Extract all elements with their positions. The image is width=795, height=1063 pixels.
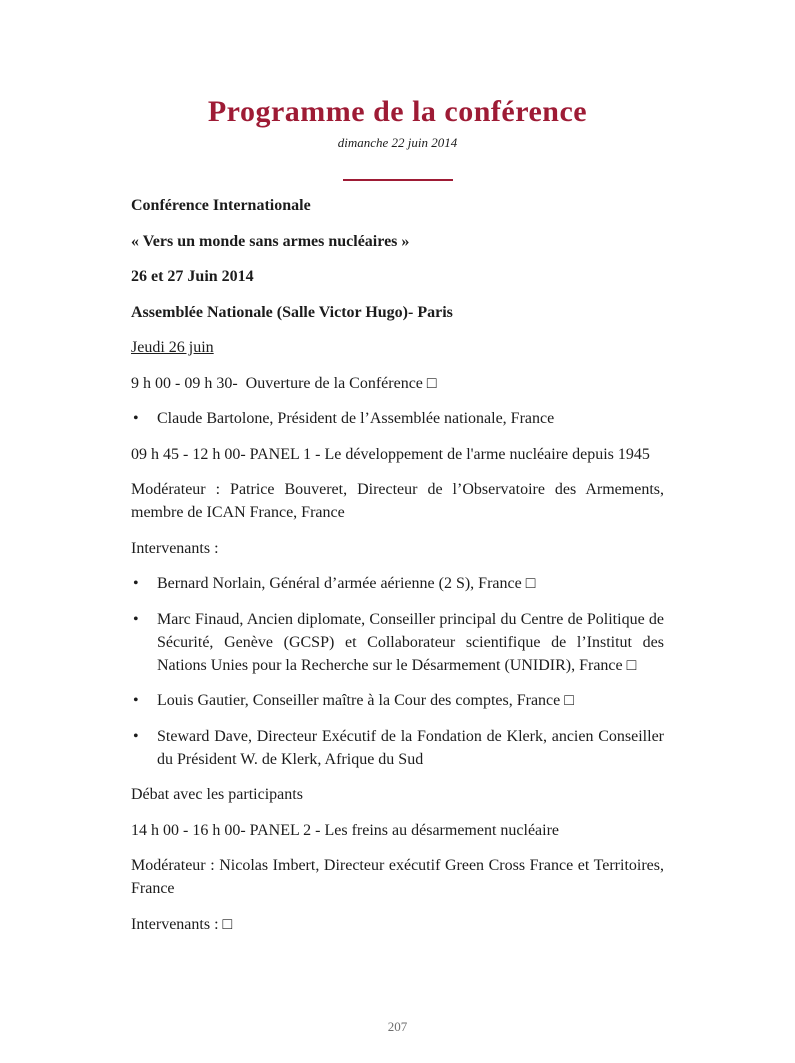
list-item: [131, 572, 664, 595]
page-subtitle: dimanche 22 juin 2014: [337, 135, 458, 150]
paragraph: Modérateur : Patrice Bouveret, Directeur de l’Observatoire des Armements, membre de ICAN France, France: [131, 481, 664, 521]
page-title: Programme de la conférence: [207, 95, 588, 128]
list-item-text: Louis Gautier, Conseiller maître à la Cour des comptes, France □: [157, 692, 574, 709]
paragraph: 26 et 27 Juin 2014: [131, 268, 254, 285]
paragraph: Débat avec les participants: [131, 786, 303, 803]
paragraph: Conférence Internationale: [131, 197, 311, 214]
bullet-marker: •: [133, 727, 139, 745]
list-item: [131, 725, 664, 771]
paragraph: Assemblée Nationale (Salle Victor Hugo)- Paris: [131, 303, 453, 321]
paragraph: 14 h 00 - 16 h 00- PANEL 2 - Les freins au désarmement nucléaire: [131, 821, 560, 839]
paragraph: « Vers un monde sans armes nucléaires »: [131, 232, 410, 250]
document-body: [131, 194, 664, 936]
list-item: [131, 689, 664, 712]
bullet-marker: •: [133, 410, 139, 427]
bullet-marker: •: [133, 610, 139, 628]
bullet-marker: •: [133, 692, 139, 709]
list-item: [131, 608, 664, 677]
list-item-text: Claude Bartolone, Président de l’Assemblée nationale, France: [157, 410, 555, 427]
paragraph: 9 h 00 - 09 h 30- Ouverture de la Conférence □: [131, 374, 437, 392]
paragraph: Intervenants :: [131, 539, 219, 557]
list-item-text: Marc Finaud, Ancien diplomate, Conseiller principal du Centre de Politique de Sécurité, Genève (GCSP) et Collaborateur scientifique de l’Institut des Nations Unies pour la Recherche sur le Désarmement (UNIDIR), France □: [157, 610, 664, 674]
paragraph: Modérateur : Nicolas Imbert, Directeur exécutif Green Cross France et Territoires, France: [131, 857, 664, 897]
paragraph: Intervenants : □: [131, 915, 233, 933]
list-item-text: Bernard Norlain, Général d’armée aérienne (2 S), France □: [157, 575, 536, 592]
bullet-marker: •: [133, 575, 139, 592]
list-item: [131, 407, 664, 430]
paragraph: Jeudi 26 juin: [131, 339, 214, 356]
page-number: 207: [387, 1019, 408, 1034]
paragraph: 09 h 45 - 12 h 00- PANEL 1 - Le développement de l'arme nucléaire depuis 1945: [131, 445, 650, 463]
title-divider: [343, 179, 453, 181]
list-item-text: Steward Dave, Directeur Exécutif de la Fondation de Klerk, ancien Conseiller du Président W. de Klerk, Afrique du Sud: [157, 727, 664, 768]
